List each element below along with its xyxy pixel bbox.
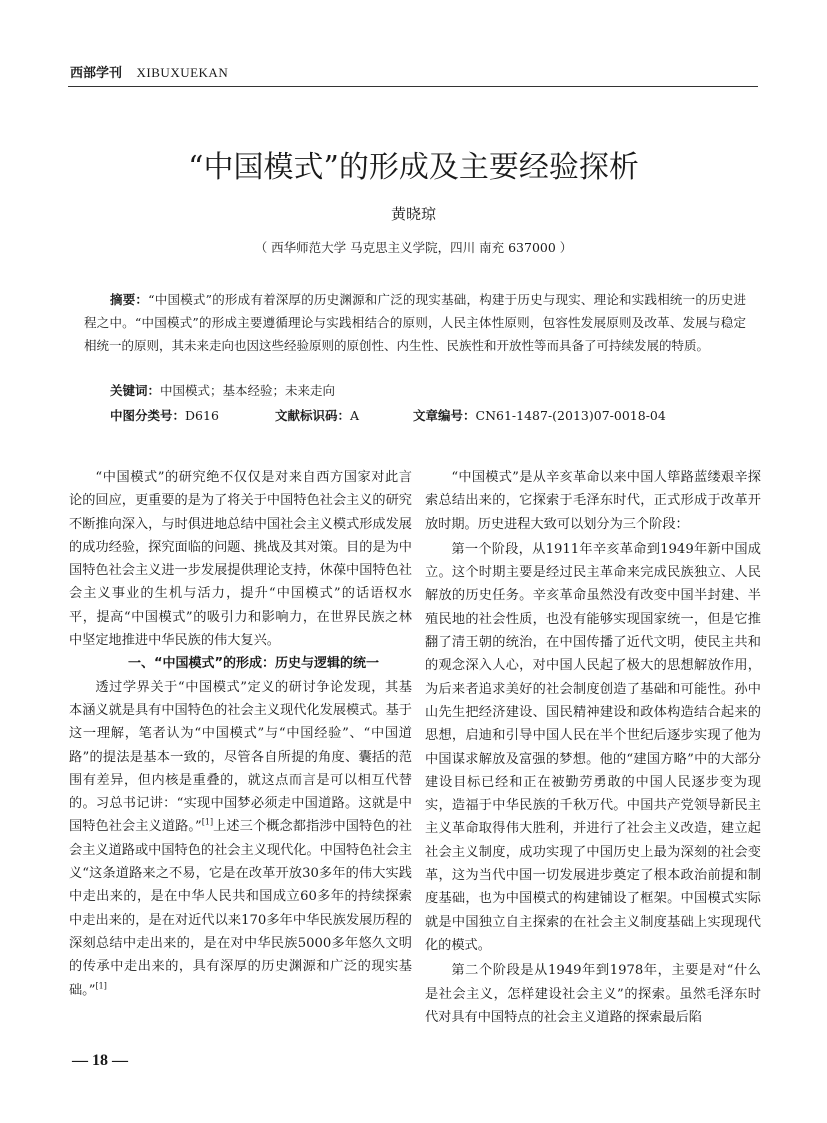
page-number: — 18 — (72, 1052, 128, 1069)
body-paragraph: 透过学界关于“中国模式”定义的研讨争论发现，其基本涵义就是具有中国特色的社会主义现代化发展模式。基于这一理解，笔者认为“中国模式”与“中国经验”、“中国道路”的提法是基本一致的，尽管各自所提的角度、囊括的范围有差异，但内核是重叠的，就这点而言是可以相互代替的。习总书记讲：“实现中国梦必须走中国道路。这就是中国特色社会主义道路。”[1]上述三个概念都指涉中国特色的社会主义道路或中国特色的社会主义现代化。中国特色社会主义“这条道路来之不易，它是在改革开放30多年的伟大实践中走出来的，是在中华人民共和国成立60多年的持续探索中走出来的，是在对近代以来170多年中华民族发展历程的深刻总结中走出来的，是在对中华民族5000多年悠久文明的传承中走出来的，具有深厚的历史渊源和广泛的现实基础。”[1] (69, 679, 412, 998)
journal-name-cn: 西部学刊 (70, 66, 123, 81)
citation-ref: [1] (201, 818, 214, 828)
keywords-label: 关键词： (110, 383, 161, 398)
abstract-label: 摘要： (110, 292, 149, 307)
header-rule (68, 86, 758, 87)
body-column-left (69, 466, 412, 1002)
running-header (70, 62, 228, 81)
keywords-text: 中国模式；基本经验；未来走向 (160, 383, 336, 398)
journal-name-en: XIBUXUEKAN (136, 65, 229, 80)
document-code: 文献标识码：A (275, 408, 360, 423)
body-paragraph: 第一个阶段，从1911年辛亥革命到1949年新中国成立。这个时期主要是经过民主革命来完成民族独立、人民解放的历史任务。辛亥革命虽然没有改变中国半封建、半殖民地的社会性质，也没有能够实现国家统一，但是它推翻了清王朝的统治，在中国传播了近代文明，使民主共和的观念深入人心，对中国人民起了极大的思想解放作用，为后来者追求美好的社会制度创造了基础和可能性。孙中山先生把经济建设、国民精神建设和政体构造结合起来的思想，启迪和引导中国人民在半个世纪后逐步实现了他为中国谋求解放及富强的梦想。他的“建国方略”中的大部分建设目标已经和正在被勤劳勇敢的中国人民逐步变为现实，造福于中华民族的千秋万代。中国共产党领导新民主主义革命取得伟大胜利，并进行了社会主义改造，建立起社会主义制度，成功实现了中国历史上最为深刻的社会变革，这为当代中国一切发展进步奠定了根本政治前提和制度基础，也为中国模式的构建铺设了框架。中国模式实际就是中国独立自主探索的在社会主义制度基础上实现现代化的模式。 (425, 541, 761, 953)
keywords (110, 381, 335, 399)
body-column-right (425, 466, 761, 1029)
body-paragraph: 第二个阶段是从1949年到1978年，主要是对“什么是社会主义，怎样建设社会主义”的探索。虽然毛泽东时代对具有中国特点的社会主义道路的探索最后陷 (425, 963, 761, 1025)
article-title: “中国模式”的形成及主要经验探析 (188, 150, 639, 185)
clc-number: 中图分类号：D616 (110, 408, 219, 423)
author-affiliation: （ 西华师范大学 马克思主义学院，四川 南充 637000 ） (254, 240, 573, 255)
section-heading: 一、“中国模式”的形成：历史与逻辑的统一 (127, 656, 380, 672)
author-name: 黄晓琼 (390, 205, 436, 223)
article-number: 文章编号：CN61-1487-(2013)07-0018-04 (413, 408, 666, 423)
citation-ref: [1] (95, 981, 107, 991)
body-paragraph: “中国模式”的研究绝不仅仅是对来自西方国家对此言论的回应，更重要的是为了将关于中国特色社会主义的研究不断推向深入，与时俱进地总结中国社会主义模式形成发展的成功经验，探究面临的问题、挑战及其对策。目的是为中国特色社会主义进一步发展提供理论支持，休葆中国特色社会主义事业的生机与活力，提升“中国模式”的话语权水平，提高“中国模式”的吸引力和影响力，在世界民族之林中坚定地推进中华民族的伟大复兴。 (69, 470, 412, 649)
abstract-text: “中国模式”的形成有着深厚的历史渊源和广泛的现实基础，构建于历史与现实、理论和实践相统一的历史进程之中。“中国模式”的形成主要遵循理论与实践相结合的原则，人民主体性原则，包容性发展原则及改革、发展与稳定相统一的原则，其未来走向也因这些经验原则的原创性、内生性、民族性和开放性等而具备了可持续发展的特质。 (84, 292, 746, 353)
body-paragraph: “中国模式”是从辛亥革命以来中国人筚路蓝缕艰辛探索总结出来的，它探索于毛泽东时代，正式形成于改革开放时期。历史进程大致可以划分为三个阶段： (425, 470, 761, 532)
abstract (84, 288, 746, 357)
